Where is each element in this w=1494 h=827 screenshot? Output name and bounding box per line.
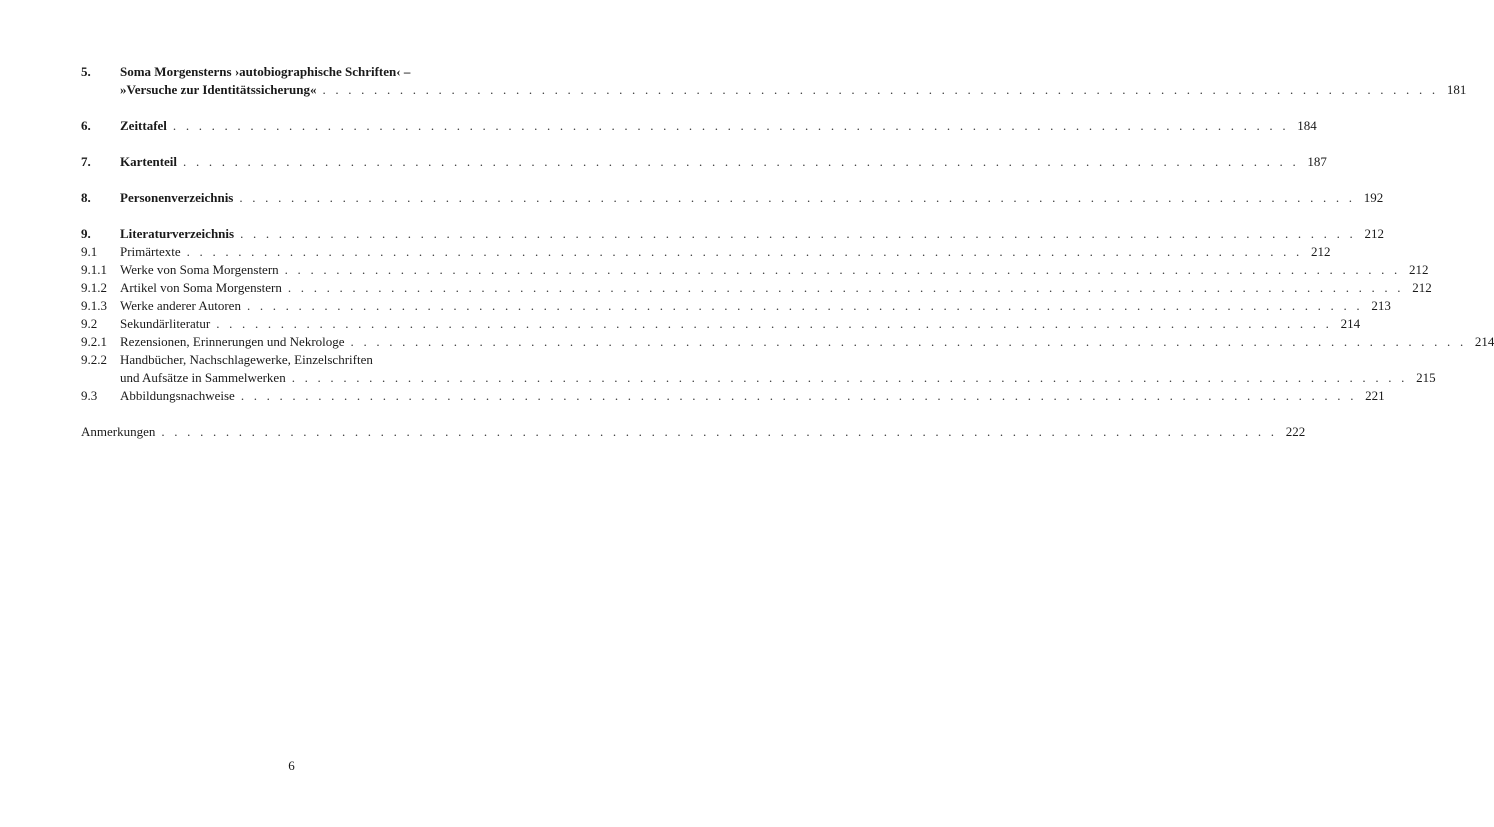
toc-entry-page: 212 <box>1364 226 1384 241</box>
toc-entry-page: 214 <box>1340 316 1361 331</box>
page-number: 6 <box>288 758 295 773</box>
toc-entry-number: 6. <box>81 118 91 133</box>
toc-entry-9-1[interactable] <box>81 243 1331 261</box>
toc-entry-title: »Versuche zur Identitätssicherung« <box>120 82 317 97</box>
dot-leader <box>155 423 1283 441</box>
toc-entry-title: Handbücher, Nachschlagewerke, Einzelschriften <box>120 352 373 367</box>
toc-entry-9-2-2-line1 <box>81 351 527 369</box>
toc-entry-9-2-2-line2[interactable] <box>81 369 1436 387</box>
toc-entry-title: Personenverzeichnis <box>120 190 234 205</box>
dot-leader <box>234 225 1362 243</box>
toc-entry-page: 192 <box>1363 190 1384 205</box>
toc-entry-number: 9.1 <box>81 244 98 259</box>
toc-entry-page: 212 <box>1311 244 1331 259</box>
toc-entry-page: 222 <box>1285 424 1306 439</box>
toc-entry-title: Rezensionen, Erinnerungen und Nekrologe <box>120 334 345 349</box>
toc-entry-title: und Aufsätze in Sammelwerken <box>120 370 286 385</box>
toc-entry-title: Werke anderer Autoren <box>120 298 241 313</box>
toc-entry-page: 184 <box>1297 118 1317 133</box>
toc-entry-title: Literaturverzeichnis <box>120 226 235 241</box>
dot-leader <box>177 153 1305 171</box>
table-of-contents <box>81 63 1494 441</box>
toc-entry-page: 212 <box>1412 280 1432 295</box>
toc-entry-number: 9.2.2 <box>81 352 107 367</box>
toc-entry-9-2-1[interactable] <box>81 333 1494 351</box>
toc-entry-number: 9.3 <box>81 388 98 403</box>
toc-entry-9-1-3[interactable] <box>81 297 1391 315</box>
toc-entry-page: 187 <box>1307 154 1327 169</box>
toc-entry-number: 9.1.2 <box>81 280 107 295</box>
toc-entry-title: Kartenteil <box>120 154 178 169</box>
toc-entry-6[interactable] <box>81 117 1317 135</box>
dot-leader <box>279 261 1407 279</box>
toc-entry-page: 214 <box>1474 334 1494 349</box>
toc-entry-page: 215 <box>1416 370 1436 385</box>
toc-entry-title: Zeittafel <box>120 118 167 133</box>
toc-entry-title: Sekundärliteratur <box>120 316 211 331</box>
toc-entry-title: Artikel von Soma Morgenstern <box>120 280 282 295</box>
toc-entry-page: 181 <box>1446 82 1467 97</box>
toc-entry-number: 9.1.1 <box>81 262 107 277</box>
dot-leader <box>233 189 1361 207</box>
toc-entry-page: 221 <box>1365 388 1385 403</box>
toc-entry-number: 5. <box>81 64 91 79</box>
toc-entry-title: Abbildungsnachweise <box>120 388 235 403</box>
toc-entry-number: 9.2.1 <box>81 334 107 349</box>
toc-entry-9[interactable] <box>81 225 1384 243</box>
toc-entry-8[interactable] <box>81 189 1384 207</box>
dot-leader <box>316 81 1444 99</box>
toc-entry-number: 8. <box>81 190 91 205</box>
toc-entry-title: Primärtexte <box>120 244 181 259</box>
dot-leader <box>241 297 1369 315</box>
dot-leader <box>167 117 1295 135</box>
dot-leader <box>181 243 1309 261</box>
toc-entry-number: 9. <box>81 226 91 241</box>
toc-entry-page: 213 <box>1371 298 1391 313</box>
toc-entry-title: Soma Morgensterns ›autobiographische Schriften‹ – <box>120 64 411 79</box>
toc-entry-anmerkungen[interactable] <box>81 423 1306 441</box>
dot-leader <box>286 369 1414 387</box>
toc-entry-5-line2[interactable] <box>81 81 1467 99</box>
toc-entry-9-2[interactable] <box>81 315 1361 333</box>
toc-entry-number: 9.1.3 <box>81 298 107 313</box>
toc-entry-9-1-1[interactable] <box>81 261 1429 279</box>
toc-entry-title: Werke von Soma Morgenstern <box>120 262 279 277</box>
dot-leader <box>282 279 1410 297</box>
dot-leader <box>345 333 1473 351</box>
toc-entry-number: 7. <box>81 154 91 169</box>
toc-entry-5-line1 <box>81 63 527 81</box>
toc-entry-page: 212 <box>1409 262 1429 277</box>
toc-entry-number: 9.2 <box>81 316 98 331</box>
toc-entry-7[interactable] <box>81 153 1327 171</box>
dot-leader <box>210 315 1338 333</box>
toc-entry-title: Anmerkungen <box>81 424 156 439</box>
dot-leader <box>235 387 1363 405</box>
toc-entry-9-3[interactable] <box>81 387 1385 405</box>
toc-entry-9-1-2[interactable] <box>81 279 1432 297</box>
